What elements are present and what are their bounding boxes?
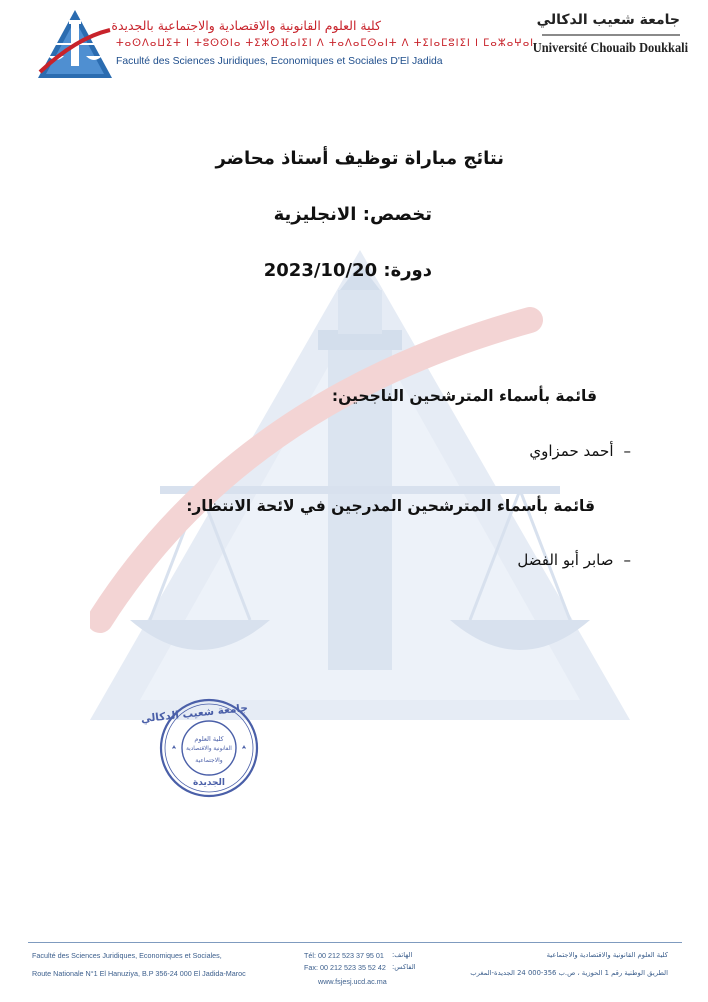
faculty-name-arabic: كلية العلوم القانونية والاقتصادية والاجتماعية بالجديدة [111, 18, 381, 33]
faculty-name-block [111, 18, 535, 70]
footer-address-fr-line1: Faculté des Sciences Juridiques, Economiques et Sociales, [32, 951, 222, 960]
session-label: دورة: [383, 260, 432, 281]
footer-address-ar-line1: كلية العلوم القانونية والاقتصادية والاجتماعية [546, 951, 668, 959]
stamp-bottom-text: الجديدة [192, 778, 226, 788]
faculty-name-french: Faculté des Sciences Juridiques, Economiques et Sociales D'El Jadida [116, 56, 443, 67]
footer-fax-label-ar: الفاكس: [392, 963, 416, 971]
stamp-inner-line3: والاجتماعية [195, 757, 223, 764]
winner-name: أحمد حمزاوي [529, 442, 614, 460]
list-item [517, 551, 631, 569]
waitlist-heading: قائمة بأسماء المترشحين المدرجين في لائحة الانتظار: [186, 497, 595, 515]
specialty-label: تخصص: [362, 204, 432, 225]
waitlist-name: صابر أبو الفضل [517, 551, 614, 569]
winners-heading: قائمة بأسماء المترشحين الناجحين: [331, 387, 597, 405]
session-line [264, 260, 432, 281]
university-name-block [520, 12, 689, 56]
footer-divider [28, 942, 682, 943]
faculty-logo [36, 8, 114, 80]
footer-address-ar-line2: الطريق الوطنية رقم 1 الحوزية ، ص.ب 356-000 24 الجديدة-المغرب [470, 969, 668, 977]
list-marker: – [623, 551, 631, 569]
specialty-value: الانجليزية [273, 204, 357, 225]
university-name-arabic: جامعة شعيب الدكالي [536, 12, 680, 28]
footer-address-fr-line2: Route Nationale N°1 El Hanuziya, B.P 356-24 000 El Jadida-Maroc [32, 969, 246, 978]
stamp-inner-line1: كلية العلوم [194, 735, 224, 743]
university-name-french: Université Chouaib Doukkali [532, 40, 689, 55]
document-title: نتائج مباراة توظيف أستاذ محاضر [215, 148, 504, 169]
watermark-logo [90, 250, 630, 726]
faculty-name-tifinagh: ⵜⴰⵙⴷⴰⵡⵉⵜ ⵏ ⵜⵓⵙⵙⵏⴰ ⵜⵉⵣⵔⴼⴰⵏⵉⵏ ⴷ ⵜⴰⴷⴰⵎⵙⴰⵏⵜ ⴷ ⵜⵉⵏⴰⵎⵓⵏⵉⵏ ⵏ ⵎⴰⵣⴰⵖⴰⵏ [116, 38, 535, 49]
footer-phone-label-ar: الهاتف: [392, 951, 413, 959]
list-marker: – [623, 442, 631, 460]
stamp-inner-line2: القانونية والاقتصادية [186, 746, 232, 752]
session-date: 2023/10/20 [263, 260, 378, 281]
footer-fax: Fax: 00 212 523 35 52 42 [304, 963, 386, 972]
stamp-outer-text: جامعة شعيب الدكالي [140, 702, 249, 726]
list-item [529, 442, 631, 460]
university-divider [542, 34, 680, 36]
footer-phone: Tél: 00 212 523 37 95 01 [304, 951, 384, 960]
footer-website-link[interactable]: www.fsjesj.ucd.ac.ma [318, 977, 387, 986]
specialty-line [274, 204, 432, 225]
